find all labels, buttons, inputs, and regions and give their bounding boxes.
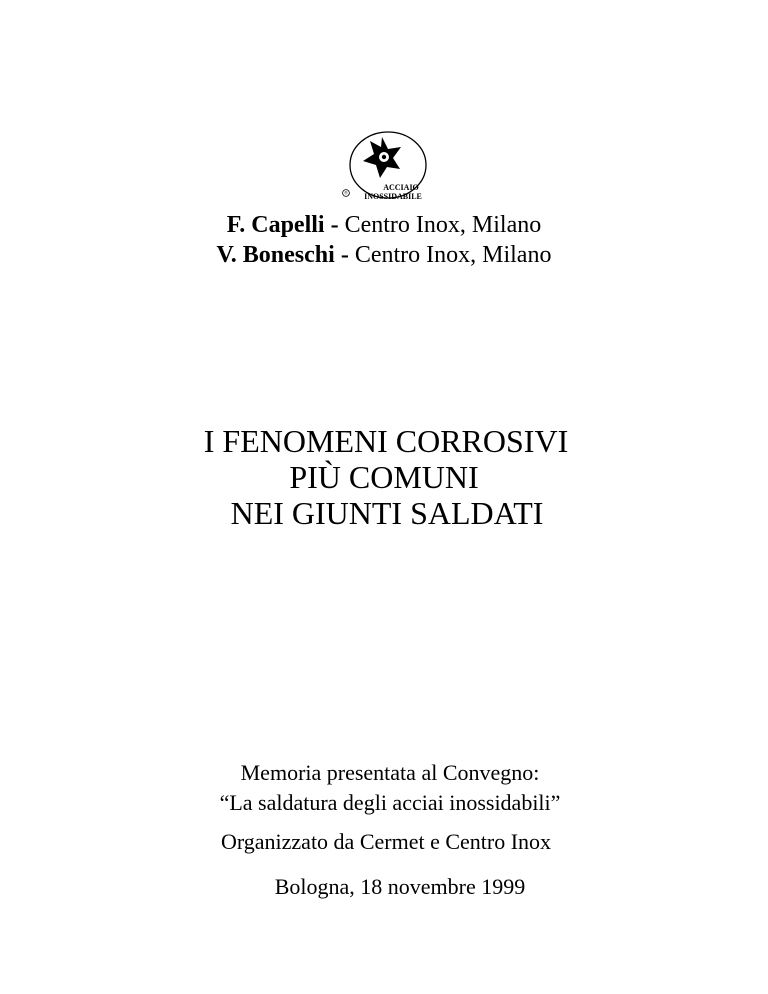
author-line (0, 210, 768, 240)
authors-block (0, 210, 768, 270)
author-name: F. Capelli (226, 212, 325, 238)
author-separator: - (334, 242, 355, 268)
document-title (0, 423, 768, 531)
conference-note (6, 758, 768, 818)
organizer-line: Organizzato da Cermet e Centro Inox (220, 829, 552, 854)
author-affiliation: Centro Inox, Milano (344, 212, 542, 238)
title-line: PIÙ COMUNI (289, 459, 479, 495)
acciaio-inossidabile-logo (336, 127, 436, 207)
author-affiliation: Centro Inox, Milano (354, 242, 552, 268)
title-line: I FENOMENI CORROSIVI (203, 423, 569, 459)
conference-title: “La saldatura degli acciai inossidabili” (219, 790, 561, 815)
logo-text-line2: INOSSIDABILE (364, 192, 422, 201)
conference-note-line: Memoria presentata al Convegno: (240, 760, 540, 785)
title-line: NEI GIUNTI SALDATI (230, 495, 544, 531)
registered-mark: ® (344, 190, 348, 196)
logo-text-line1: ACCIAIO (383, 183, 419, 192)
star-emblem-icon (363, 137, 401, 178)
author-line (0, 240, 768, 270)
place-date-line: Bologna, 18 novembre 1999 (274, 874, 526, 899)
author-separator: - (324, 212, 345, 238)
author-name: V. Boneschi (216, 242, 335, 268)
